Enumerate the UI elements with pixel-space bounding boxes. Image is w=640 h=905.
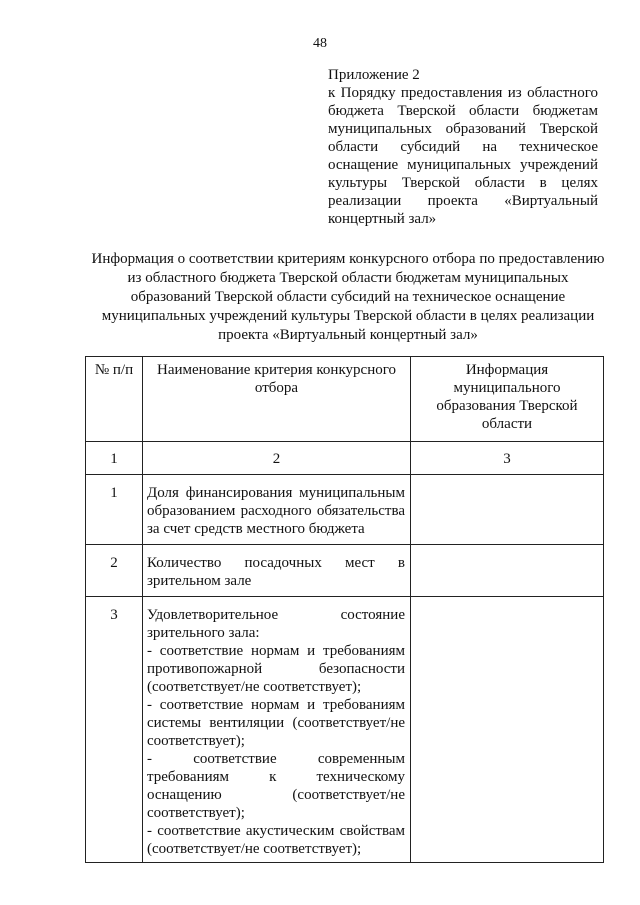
table-header-row (86, 357, 604, 442)
criterion-text: Доля финансирования муниципальным образованием расходного обязательства за счет средств местного бюджета (143, 475, 411, 545)
document-title: Информация о соответствии критериям конкурсного отбора по предоставлению из областного бюджета Тверской области бюджетам муниципальных образований Тверской области субсидий на техническое оснащение муниципальных учреждений культуры Тверской области в целях реализации проекта «Виртуальный концертный зал» (91, 251, 605, 343)
column-number: 1 (86, 442, 143, 475)
criterion-line: Удовлетворительное состояние зрительного зала: (147, 607, 405, 641)
criterion-text: Количество посадочных мест в зрительном зале (143, 545, 411, 597)
header-criterion: Наименование критерия конкурсного отбора (143, 357, 411, 442)
table-row (86, 597, 604, 863)
header-number: № п/п (86, 357, 143, 442)
info-cell[interactable] (411, 597, 604, 863)
appendix-block (328, 66, 598, 228)
row-index: 2 (86, 545, 143, 597)
criterion-text (143, 597, 411, 863)
criterion-line: - соответствие современным требованиям к техническому оснащению (соответствует/не соответствует); (147, 751, 405, 821)
criteria-table (85, 356, 604, 863)
appendix-heading: Приложение 2 (328, 67, 420, 83)
info-cell[interactable] (411, 475, 604, 545)
column-numbers-row (86, 442, 604, 475)
appendix-text: к Порядку предоставления из областного бюджета Тверской области бюджетам муниципальных образований Тверской области субсидий на техническое оснащение муниципальных учреждений культуры Тверской области в целях реализации проекта «Виртуальный концертный зал» (328, 85, 598, 227)
column-number: 2 (143, 442, 411, 475)
page-number: 48 (313, 36, 327, 51)
row-index: 3 (86, 597, 143, 863)
table-row (86, 475, 604, 545)
criterion-line: - соответствие акустическим свойствам (соответствует/не соответствует); (147, 823, 405, 857)
column-number: 3 (411, 442, 604, 475)
row-index: 1 (86, 475, 143, 545)
info-cell[interactable] (411, 545, 604, 597)
criterion-line: - соответствие нормам и требованиям системы вентиляции (соответствует/не соответствует); (147, 697, 405, 749)
table-row (86, 545, 604, 597)
header-info: Информация муниципального образования Тверской области (411, 357, 604, 442)
criterion-line: - соответствие нормам и требованиям противопожарной безопасности (соответствует/не соответствует); (147, 643, 405, 695)
